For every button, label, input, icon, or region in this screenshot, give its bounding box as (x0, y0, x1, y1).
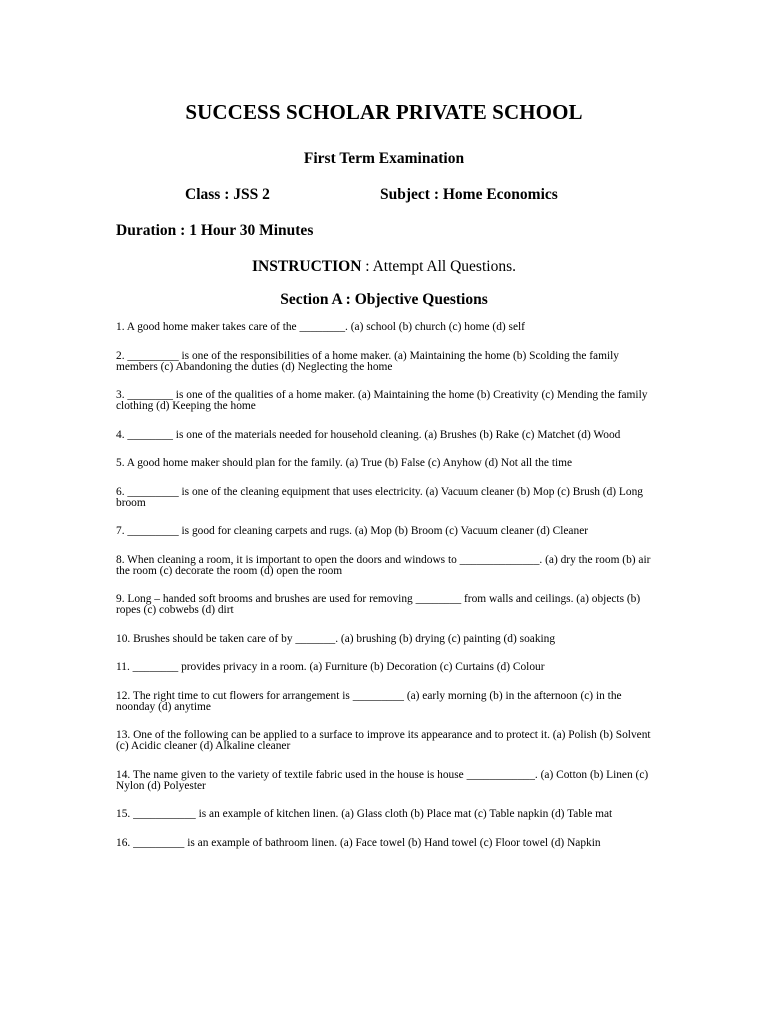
question-item: 7. _________ is good for cleaning carpets and rugs. (a) Mop (b) Broom (c) Vacuum cleaner (d) Cleaner (116, 525, 589, 537)
question-item: 1. A good home maker takes care of the ________. (a) school (b) church (c) home (d) self (116, 321, 525, 333)
question-item: 2. _________ is one of the responsibilities of a home maker. (a) Maintaining the home (b) Scolding the family members (c) Abandoning the duties (d) Neglecting the home (116, 349, 619, 373)
class-label: Class : JSS 2 (185, 186, 270, 203)
question-item: 12. The right time to cut flowers for arrangement is _________ (a) early morning (b) in the afternoon (c) in the noonday (d) anytime (116, 689, 622, 713)
instruction-label: INSTRUCTION (252, 258, 362, 275)
question-item: 5. A good home maker should plan for the family. (a) True (b) False (c) Anyhow (d) Not all the time (116, 457, 573, 469)
section-title: Section A : Objective Questions (280, 291, 488, 308)
subject-label: Subject : Home Economics (380, 186, 558, 203)
question-item: 16. _________ is an example of bathroom linen. (a) Face towel (b) Hand towel (c) Floor towel (d) Napkin (116, 836, 601, 849)
duration-label: Duration : 1 Hour 30 Minutes (116, 222, 314, 239)
question-item: 4. ________ is one of the materials needed for household cleaning. (a) Brushes (b) Rake (c) Matchet (d) Wood (116, 428, 621, 441)
question-item: 15. ___________ is an example of kitchen linen. (a) Glass cloth (b) Place mat (c) Table napkin (d) Table mat (116, 808, 613, 820)
question-item: 6. _________ is one of the cleaning equipment that uses electricity. (a) Vacuum cleaner (b) Mop (c) Brush (d) Long broom (116, 485, 643, 509)
question-item: 10. Brushes should be taken care of by _______. (a) brushing (b) drying (c) painting (d) soaking (116, 632, 556, 645)
question-item: 11. ________ provides privacy in a room. (a) Furniture (b) Decoration (c) Curtains (d) Colour (116, 661, 545, 673)
question-item: 13. One of the following can be applied to a surface to improve its appearance and to protect it. (a) Polish (b) Solvent (c) Acidic cleaner (d) Alkaline cleaner (116, 729, 651, 752)
question-item: 9. Long – handed soft brooms and brushes are used for removing ________ from walls and ceilings. (a) objects (b) ropes (c) cobwebs (d) dirt (116, 593, 641, 616)
question-item: 14. The name given to the variety of textile fabric used in the house is house ____________. (a) Cotton (b) Linen (c) Nylon (d) Polyester (116, 768, 649, 792)
question-item: 3. ________ is one of the qualities of a home maker. (a) Maintaining the home (b) Creativity (c) Mending the family clothing (d) Keeping the home (116, 389, 648, 412)
exam-title: First Term Examination (303, 150, 465, 167)
question-list (116, 322, 656, 866)
school-name: SUCCESS SCHOLAR PRIVATE SCHOOL (185, 100, 583, 124)
question-item: 8. When cleaning a room, it is important to open the doors and windows to ______________. (a) dry the room (b) air the room (c) decorate the room (d) open the room (116, 553, 651, 577)
instruction (0, 258, 768, 276)
instruction-text: : Attempt All Questions. (361, 258, 516, 275)
